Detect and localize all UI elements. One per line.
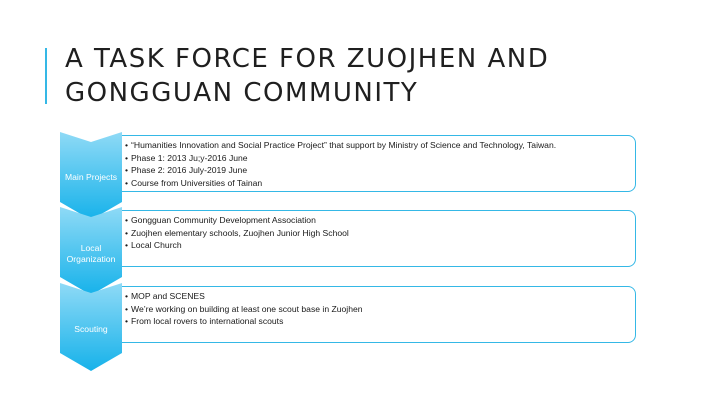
- bullet-item: • Phase 1: 2013 Ju;y-2016 June: [125, 152, 629, 165]
- step-label: Main Projects: [64, 172, 118, 182]
- bullet-item: • “Humanities Innovation and Social Practice Project” that support by Ministry of Science and Technology, Taiwan.: [125, 139, 629, 152]
- bullet-list: [125, 139, 629, 189]
- bullet-item: • Phase 2: 2016 July-2019 June: [125, 164, 629, 177]
- bullet-list: [125, 214, 629, 252]
- step-label: Scouting: [74, 324, 108, 334]
- bullet-item: • Local Church: [125, 239, 629, 252]
- step-panel-scouting: [110, 286, 636, 343]
- bullet-item: • Gongguan Community Development Association: [125, 214, 629, 227]
- bullet-item: • From local rovers to international scouts: [125, 315, 629, 328]
- step-chevron-scouting: [60, 283, 122, 371]
- step-chevron-local-organization: [60, 207, 122, 295]
- step-label: Local Organization: [66, 243, 116, 264]
- bullet-item: • Zuojhen elementary schools, Zuojhen Junior High School: [125, 227, 629, 240]
- step-panel-main-projects: [110, 135, 636, 192]
- slide-title: A TASK FORCE FOR ZUOJHEN AND GONGGUAN COMMUNITY: [65, 44, 550, 108]
- step-panel-local-organization: [110, 210, 636, 267]
- bullet-item: • Course from Universities of Tainan: [125, 177, 629, 190]
- bullet-list: [125, 290, 629, 328]
- bullet-item: • MOP and SCENES: [125, 290, 629, 303]
- bullet-item: • We’re working on building at least one scout base in Zuojhen: [125, 303, 629, 316]
